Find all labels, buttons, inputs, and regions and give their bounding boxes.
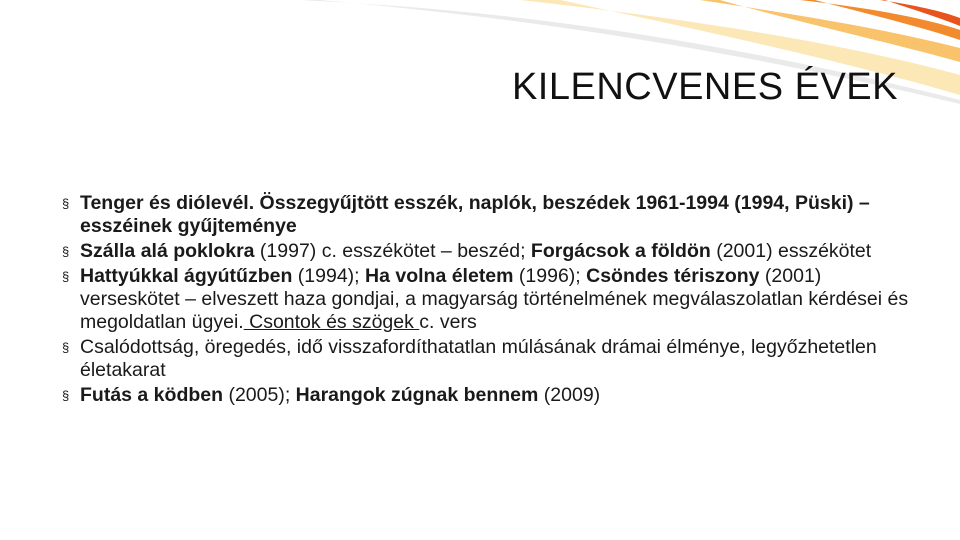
bullet-mark-icon: § [62, 340, 70, 355]
bullet-item [62, 384, 912, 407]
bold-title: Forgácsok a földön [530, 240, 711, 262]
bold-title: Hattyúkkal ágyútűzben [80, 265, 293, 287]
bold-title: Ha volna életem [365, 265, 514, 287]
bold-title: Futás a ködben [80, 384, 224, 406]
bullet-item [62, 192, 912, 238]
plain-text: Csalódottság, öregedés, idő visszafordíthatatlan múlásának drámai élménye, legyőzhetetlen életakarat [80, 336, 877, 381]
bullet-text [80, 336, 912, 382]
underlined-title: Csontok és szögek [243, 311, 420, 333]
bullet-mark-icon: § [62, 244, 70, 259]
bullet-list [62, 192, 912, 409]
bold-title: Tenger és diólevél. Összegyűjtött esszék, naplók, beszédek 1961-1994 (1994, Püski) – esszéinek gyűjteménye [80, 192, 870, 237]
bullet-text [80, 265, 912, 334]
plain-text: (1994); [292, 265, 366, 287]
bold-title: Harangok zúgnak bennem [295, 384, 539, 406]
bullet-text [80, 384, 912, 407]
bullet-text [80, 192, 912, 238]
bullet-item [62, 265, 912, 334]
plain-text: (2001) esszékötet [710, 240, 872, 262]
plain-text: c. vers [419, 311, 477, 333]
bold-title: Szálla alá poklokra [80, 240, 255, 262]
bold-title: Csöndes tériszony [586, 265, 760, 287]
plain-text: (1997) c. esszékötet – beszéd; [254, 240, 531, 262]
bullet-mark-icon: § [62, 388, 70, 403]
bullet-item [62, 336, 912, 382]
bullet-text [80, 240, 912, 263]
bullet-mark-icon: § [62, 269, 70, 284]
bullet-mark-icon: § [62, 196, 70, 211]
bullet-item [62, 240, 912, 263]
slide-title: KILENCVENES ÉVEK [511, 66, 898, 108]
plain-text: (2009) [538, 384, 601, 406]
plain-text: (1996); [513, 265, 587, 287]
plain-text: (2005); [223, 384, 296, 406]
plain-text: (2001) verseskötet – elveszett haza gondjai, a magyarság történelmének megválaszolatlan kérdései és megoldatlan ügyei. [80, 265, 909, 333]
